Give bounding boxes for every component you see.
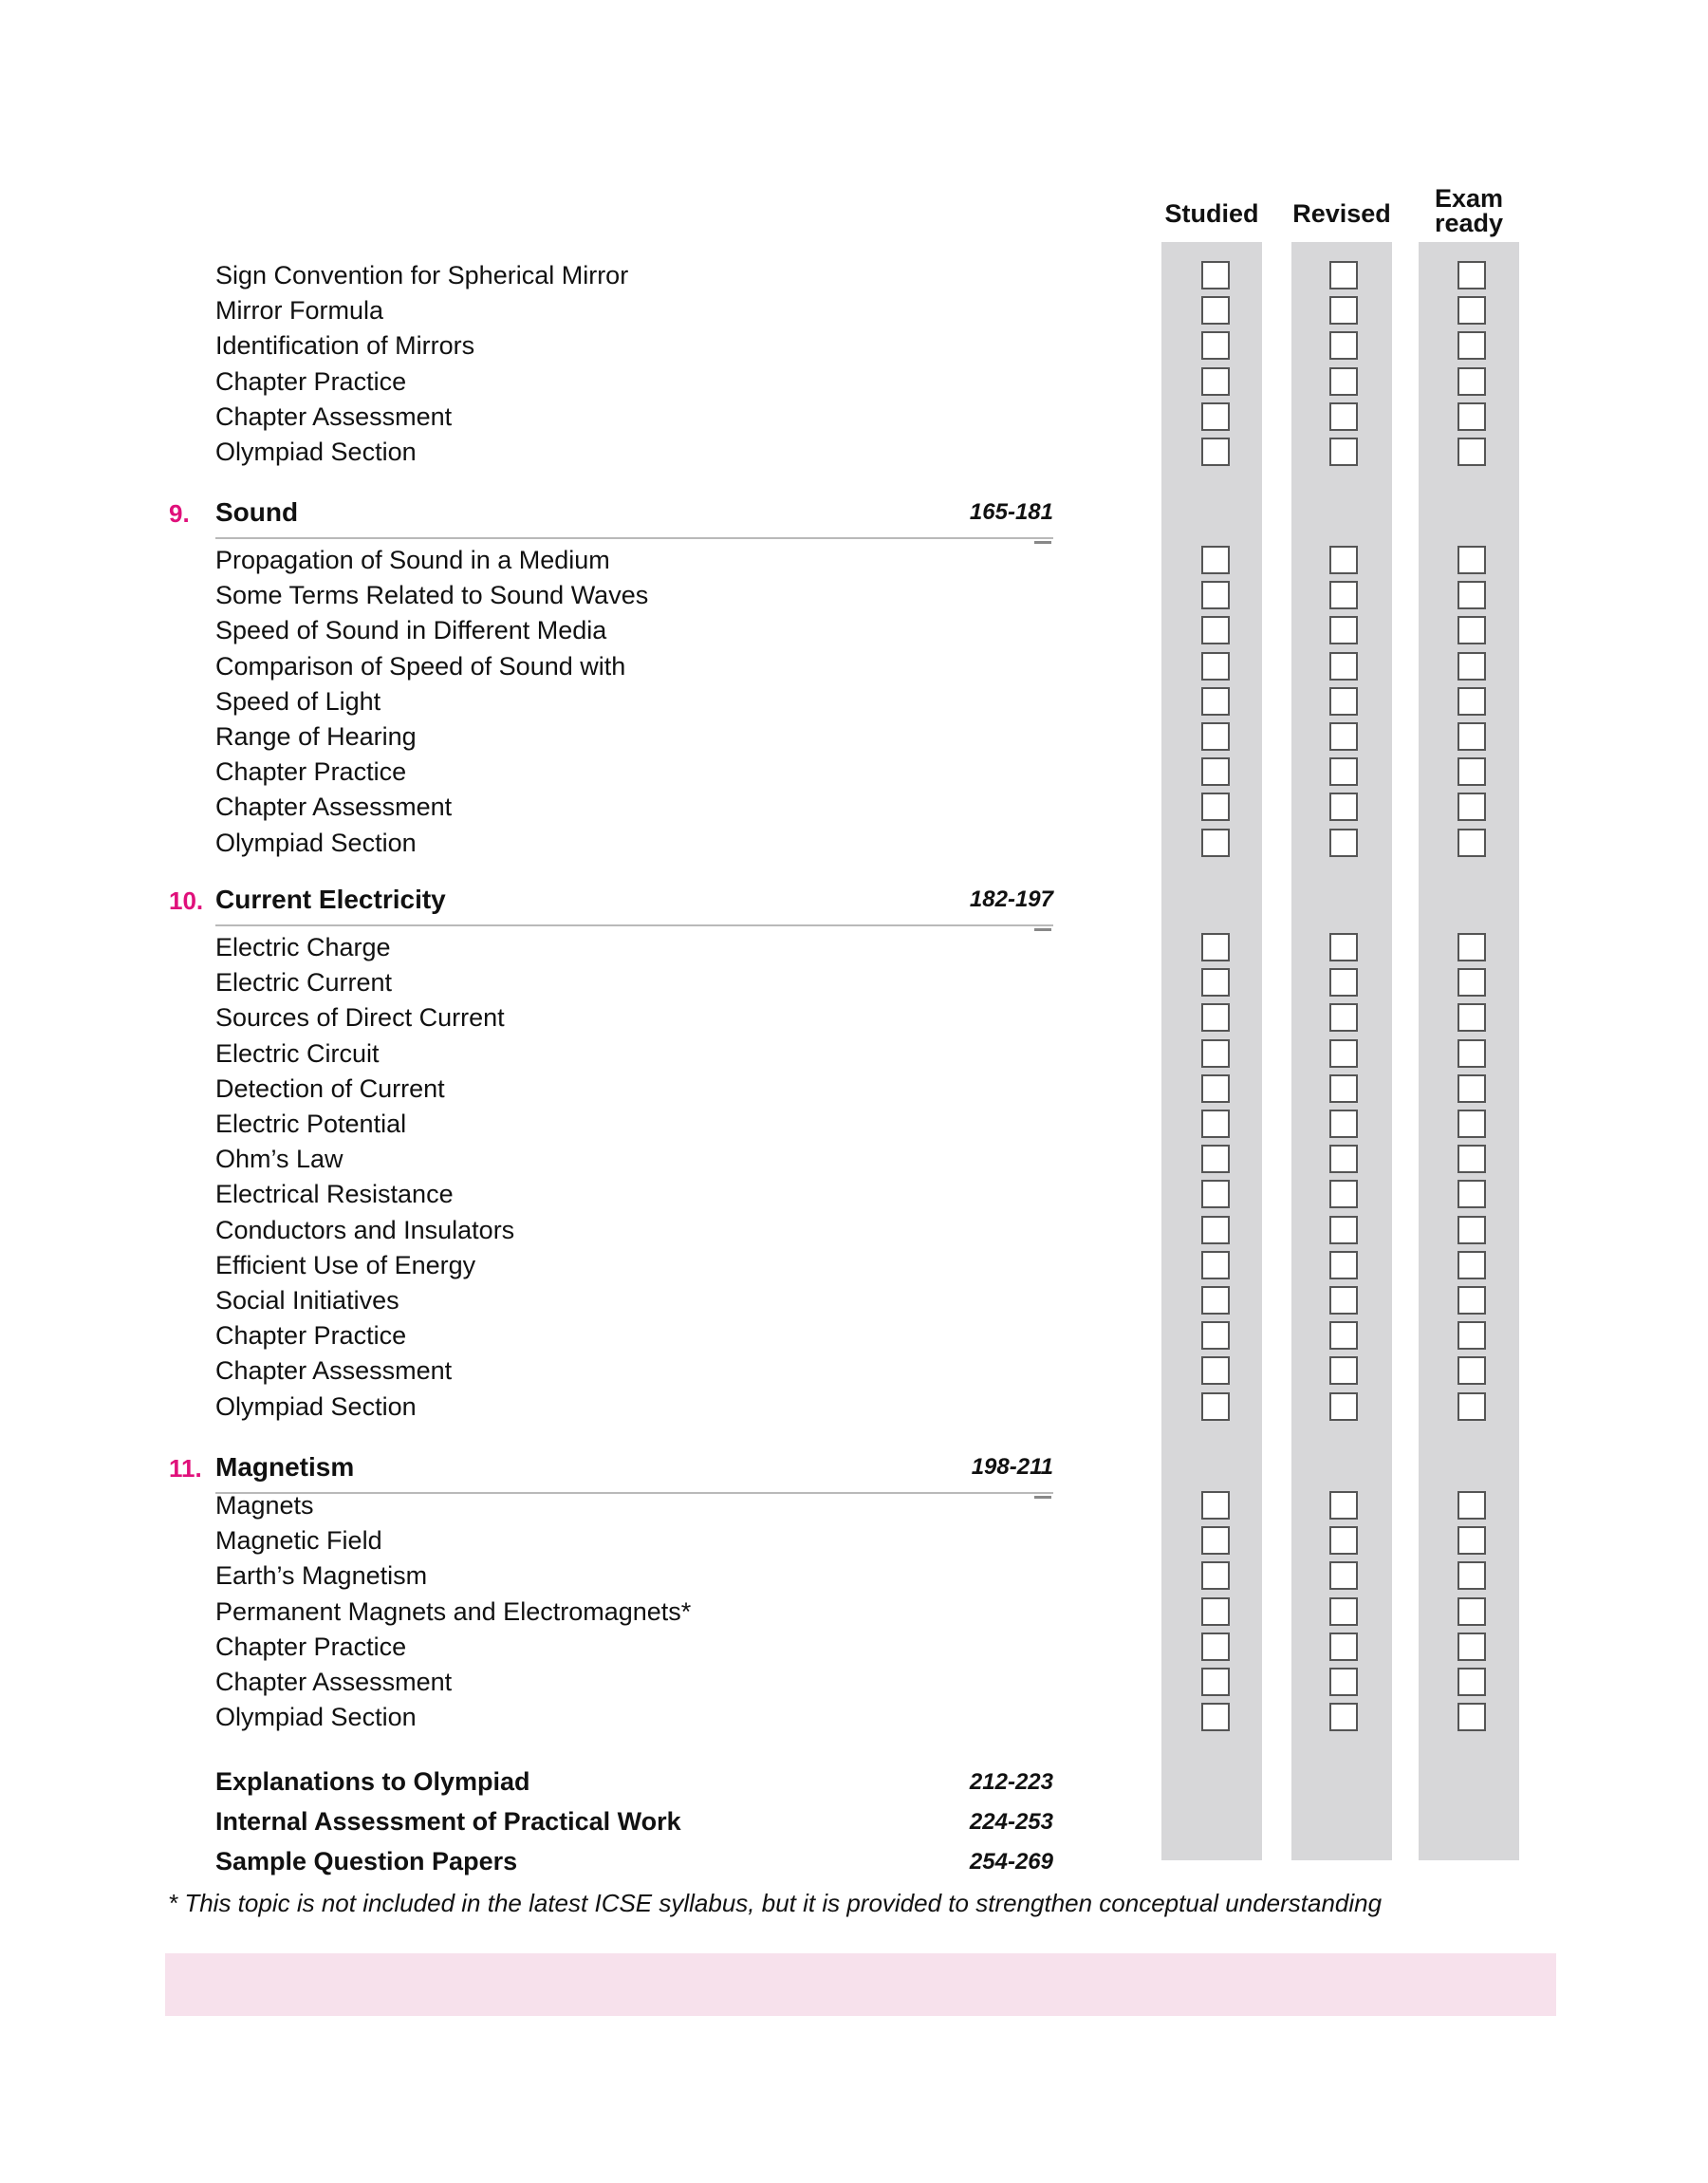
topic-label: Detection of Current [215,1074,445,1103]
studied-checkbox[interactable] [1201,1597,1230,1626]
topic-label: Electric Circuit [215,1039,380,1068]
chapter-number: 10. [169,886,204,915]
topic-row [0,1630,1708,1665]
studied-checkbox[interactable] [1201,1039,1230,1068]
studied-checkbox[interactable] [1201,1216,1230,1244]
studied-checkbox[interactable] [1201,546,1230,574]
revised-checkbox[interactable] [1329,757,1358,786]
revised-checkbox[interactable] [1329,1392,1358,1421]
topic-row [0,649,1708,684]
chapter-title: Sound [215,497,299,527]
revised-checkbox[interactable] [1329,1321,1358,1350]
topic-row [0,543,1708,578]
topic-row [0,613,1708,648]
exam-ready-checkbox[interactable] [1457,652,1486,681]
topic-row [0,684,1708,719]
topic-label: Permanent Magnets and Electromagnets* [215,1597,692,1626]
exam-ready-checkbox[interactable] [1457,1703,1486,1731]
exam-ready-header [1407,186,1531,235]
exam-ready-checkbox[interactable] [1457,933,1486,961]
topic-row [0,1353,1708,1389]
revised-checkbox[interactable] [1329,687,1358,716]
topic-row [0,364,1708,400]
chapter-number: 11. [169,1454,202,1483]
revised-checkbox[interactable] [1329,722,1358,751]
topic-row [0,258,1708,293]
extra-section [0,1807,1708,1845]
topic-row [0,1248,1708,1283]
studied-checkbox[interactable] [1201,616,1230,644]
studied-checkbox[interactable] [1201,1110,1230,1138]
studied-checkbox[interactable] [1201,722,1230,751]
exam-ready-checkbox[interactable] [1457,261,1486,289]
topic-label: Range of Hearing [215,722,417,751]
exam-ready-checkbox[interactable] [1457,1074,1486,1103]
chapter-heading [0,883,1708,921]
studied-checkbox[interactable] [1201,296,1230,325]
topic-row [0,1107,1708,1142]
topic-label: Chapter Practice [215,367,407,396]
topic-label: Propagation of Sound in a Medium [215,546,610,574]
extra-pages: 254-269 [969,1849,1053,1875]
topic-label: Mirror Formula [215,296,384,325]
topic-row [0,1390,1708,1425]
topic-row [0,293,1708,328]
exam-ready-checkbox[interactable] [1457,687,1486,716]
topic-label: Olympiad Section [215,438,417,466]
studied-checkbox[interactable] [1201,1392,1230,1421]
exam-ready-checkbox[interactable] [1457,1145,1486,1173]
topic-row [0,1700,1708,1735]
exam-ready-checkbox[interactable] [1457,1251,1486,1279]
studied-checkbox[interactable] [1201,1180,1230,1208]
topic-label: Olympiad Section [215,1392,417,1421]
topic-label: Efficient Use of Energy [215,1251,476,1279]
topic-label: Chapter Assessment [215,1356,453,1385]
topic-label: Chapter Assessment [215,1668,453,1696]
revised-checkbox[interactable] [1329,1561,1358,1590]
topic-label: Sources of Direct Current [215,1003,505,1032]
topic-row [0,1488,1708,1523]
chapter-pages: 182-197 [969,886,1053,912]
exam-ready-checkbox[interactable] [1457,1356,1486,1385]
chapter-pages: 198-211 [971,1454,1053,1480]
exam-ready-checkbox[interactable] [1457,438,1486,466]
topic-row [0,1283,1708,1318]
revised-checkbox[interactable] [1329,1180,1358,1208]
topic-label: Ohm’s Law [215,1145,343,1173]
extra-pages: 224-253 [969,1809,1053,1835]
topic-label: Conductors and Insulators [215,1216,515,1244]
topic-row [0,400,1708,435]
revised-checkbox[interactable] [1329,933,1358,961]
topic-row [0,1318,1708,1353]
topic-label: Social Initiatives [215,1286,399,1315]
topic-row [0,1036,1708,1072]
extra-title: Internal Assessment of Practical Work [215,1807,681,1836]
chapter-heading [0,1450,1708,1488]
topic-label: Chapter Assessment [215,793,453,821]
topic-row [0,578,1708,613]
studied-checkbox[interactable] [1201,652,1230,681]
studied-checkbox[interactable] [1201,1145,1230,1173]
studied-checkbox[interactable] [1201,1356,1230,1385]
exam-ready-checkbox[interactable] [1457,1633,1486,1661]
topic-row [0,1665,1708,1700]
studied-checkbox[interactable] [1201,1668,1230,1696]
studied-checkbox[interactable] [1201,261,1230,289]
topic-label: Speed of Sound in Different Media [215,616,607,644]
topic-row [0,719,1708,755]
studied-checkbox[interactable] [1201,581,1230,609]
chapter-number: 9. [169,499,190,528]
exam-ready-checkbox[interactable] [1457,1597,1486,1626]
revised-checkbox[interactable] [1329,793,1358,821]
exam-ready-checkbox[interactable] [1457,1526,1486,1555]
studied-checkbox[interactable] [1201,367,1230,396]
exam-ready-checkbox[interactable] [1457,1286,1486,1315]
topic-label: Electrical Resistance [215,1180,454,1208]
topic-label: Earth’s Magnetism [215,1561,428,1590]
topic-row [0,1523,1708,1558]
topic-row [0,1000,1708,1036]
revised-checkbox[interactable] [1329,1286,1358,1315]
studied-checkbox[interactable] [1201,1251,1230,1279]
chapter-title: Current Electricity [215,885,446,914]
footnote: * This topic is not included in the latest ICSE syllabus, but it is provided to strengthen conceptual understanding [168,1889,1383,1917]
revised-checkbox[interactable] [1329,1356,1358,1385]
revised-checkbox[interactable] [1329,296,1358,325]
topic-label: Olympiad Section [215,829,417,857]
studied-checkbox[interactable] [1201,757,1230,786]
exam-ready-checkbox[interactable] [1457,296,1486,325]
topic-row [0,790,1708,825]
revised-checkbox[interactable] [1329,1074,1358,1103]
exam-ready-checkbox[interactable] [1457,757,1486,786]
footer-bar [165,1953,1556,2016]
revised-checkbox[interactable] [1329,1491,1358,1520]
exam-ready-checkbox[interactable] [1457,1321,1486,1350]
revised-checkbox[interactable] [1329,1145,1358,1173]
topic-row [0,1213,1708,1248]
studied-checkbox[interactable] [1201,1321,1230,1350]
studied-checkbox[interactable] [1201,933,1230,961]
studied-checkbox[interactable] [1201,968,1230,997]
topic-row [0,930,1708,965]
studied-checkbox[interactable] [1201,687,1230,716]
chapter-divider [215,924,1053,926]
studied-header: Studied [1164,199,1259,228]
revised-checkbox[interactable] [1329,438,1358,466]
extra-section [0,1847,1708,1885]
revised-checkbox[interactable] [1329,1668,1358,1696]
studied-checkbox[interactable] [1201,1286,1230,1315]
exam-ready-checkbox[interactable] [1457,1561,1486,1590]
exam-ready-checkbox[interactable] [1457,402,1486,431]
revised-checkbox[interactable] [1329,1110,1358,1138]
topic-label: Olympiad Section [215,1703,417,1731]
topic-row [0,1142,1708,1177]
studied-checkbox[interactable] [1201,331,1230,360]
topic-label: Electric Charge [215,933,391,961]
studied-checkbox[interactable] [1201,829,1230,857]
revised-checkbox[interactable] [1329,261,1358,289]
topic-label: Electric Potential [215,1110,407,1138]
studied-checkbox[interactable] [1201,1491,1230,1520]
revised-checkbox[interactable] [1329,331,1358,360]
topic-row [0,328,1708,364]
extra-section [0,1767,1708,1805]
exam-ready-checkbox[interactable] [1457,968,1486,997]
topic-row [0,755,1708,790]
topic-label: Comparison of Speed of Sound with [215,652,626,681]
exam-ready-checkbox[interactable] [1457,546,1486,574]
topic-row [0,1595,1708,1630]
topic-label: Electric Current [215,968,393,997]
exam-ready-checkbox[interactable] [1457,1392,1486,1421]
topic-label: Identification of Mirrors [215,331,475,360]
revised-checkbox[interactable] [1329,402,1358,431]
revised-checkbox[interactable] [1329,1039,1358,1068]
studied-checkbox[interactable] [1201,1526,1230,1555]
exam-ready-checkbox[interactable] [1457,1039,1486,1068]
extra-title: Sample Question Papers [215,1847,518,1875]
studied-checkbox[interactable] [1201,793,1230,821]
revised-checkbox[interactable] [1329,581,1358,609]
revised-checkbox[interactable] [1329,1003,1358,1032]
topic-row [0,435,1708,470]
topic-row [0,965,1708,1000]
topic-row [0,1177,1708,1212]
exam-ready-checkbox[interactable] [1457,722,1486,751]
topic-label: Some Terms Related to Sound Waves [215,581,649,609]
revised-checkbox[interactable] [1329,968,1358,997]
extra-pages: 212-223 [969,1769,1053,1795]
studied-checkbox[interactable] [1201,1633,1230,1661]
chapter-pages: 165-181 [969,499,1053,525]
exam-ready-checkbox[interactable] [1457,829,1486,857]
exam-ready-checkbox[interactable] [1457,1216,1486,1244]
exam-ready-checkbox[interactable] [1457,1003,1486,1032]
exam-ready-checkbox[interactable] [1457,1110,1486,1138]
topic-label: Magnetic Field [215,1526,382,1555]
topic-label: Magnets [215,1491,314,1520]
chapter-divider [215,537,1053,539]
revised-checkbox[interactable] [1329,1597,1358,1626]
revised-checkbox[interactable] [1329,1251,1358,1279]
revised-checkbox[interactable] [1329,1633,1358,1661]
studied-checkbox[interactable] [1201,1703,1230,1731]
topic-row [0,1072,1708,1107]
revised-checkbox[interactable] [1329,1216,1358,1244]
topic-row [0,826,1708,861]
revised-header: Revised [1292,199,1391,228]
revised-checkbox[interactable] [1329,546,1358,574]
topic-label: Sign Convention for Spherical Mirror [215,261,629,289]
studied-checkbox[interactable] [1201,1561,1230,1590]
exam-ready-checkbox[interactable] [1457,331,1486,360]
revised-checkbox[interactable] [1329,1703,1358,1731]
topic-label: Chapter Practice [215,757,407,786]
chapter-heading [0,495,1708,533]
revised-checkbox[interactable] [1329,652,1358,681]
exam-ready-checkbox[interactable] [1457,1180,1486,1208]
exam-ready-checkbox[interactable] [1457,367,1486,396]
exam-ready-header-line1: Exam [1434,184,1504,213]
studied-checkbox[interactable] [1201,402,1230,431]
topic-label: Speed of Light [215,687,381,716]
exam-ready-checkbox[interactable] [1457,1668,1486,1696]
topic-label: Chapter Practice [215,1321,407,1350]
exam-ready-checkbox[interactable] [1457,793,1486,821]
exam-ready-checkbox[interactable] [1457,616,1486,644]
revised-checkbox[interactable] [1329,1526,1358,1555]
revised-checkbox[interactable] [1329,367,1358,396]
topic-label: Chapter Assessment [215,402,453,431]
studied-checkbox[interactable] [1201,1003,1230,1032]
exam-ready-checkbox[interactable] [1457,581,1486,609]
studied-checkbox[interactable] [1201,438,1230,466]
extra-title: Explanations to Olympiad [215,1767,530,1796]
chapter-title: Magnetism [215,1452,355,1482]
revised-checkbox[interactable] [1329,616,1358,644]
topic-label: Chapter Practice [215,1633,407,1661]
exam-ready-checkbox[interactable] [1457,1491,1486,1520]
exam-ready-header-line2: ready [1434,209,1504,237]
studied-checkbox[interactable] [1201,1074,1230,1103]
revised-checkbox[interactable] [1329,829,1358,857]
topic-row [0,1558,1708,1594]
